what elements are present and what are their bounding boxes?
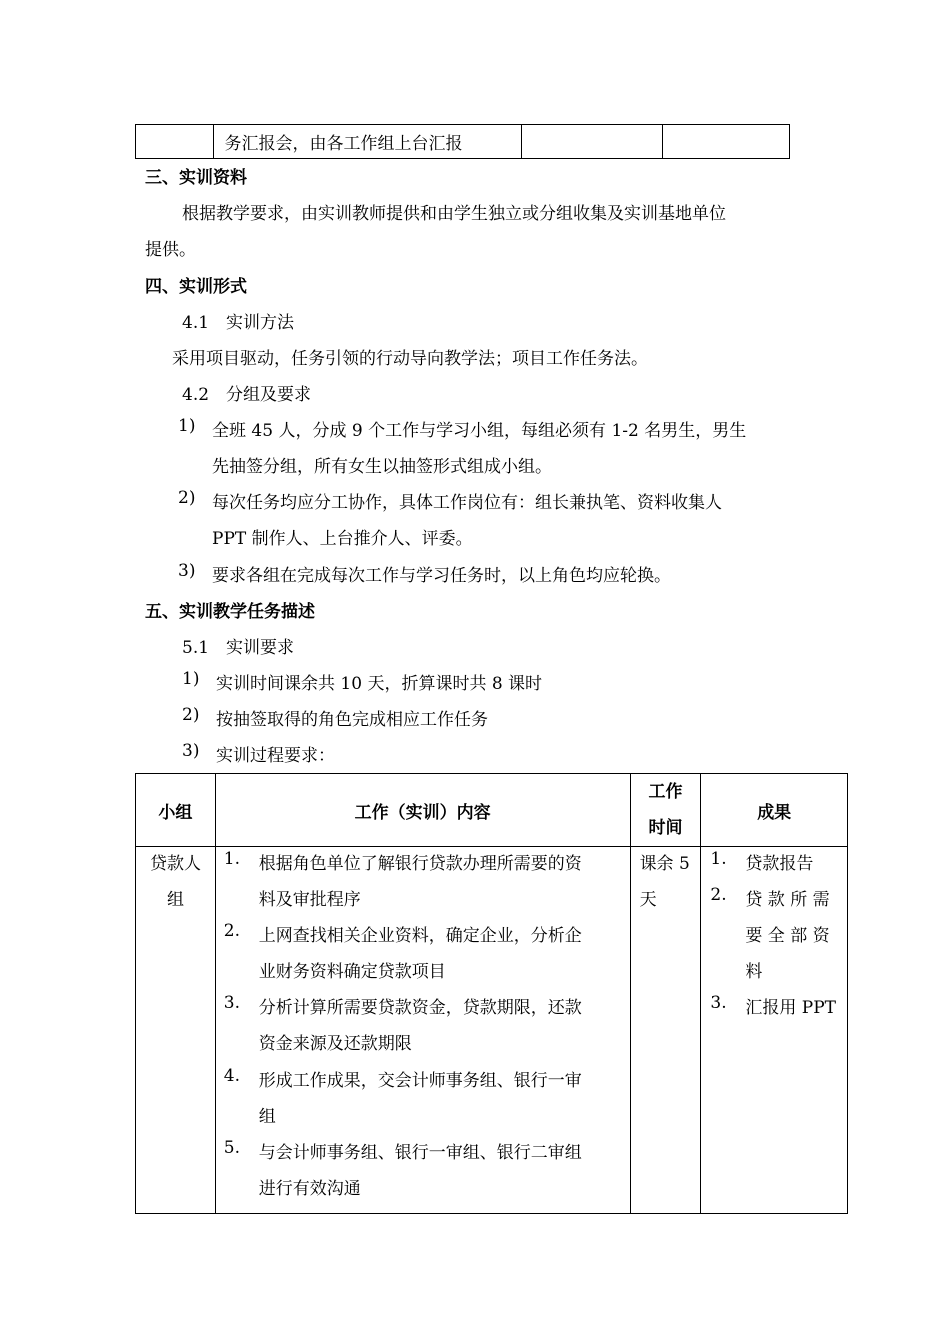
table-header-row — [136, 774, 848, 847]
header-time-line: 时间 — [648, 818, 683, 838]
time-value: 天 — [639, 890, 657, 910]
list-item: 实训过程要求： — [216, 746, 335, 766]
paragraph-line: 采用项目驱动，任务引领的行动导向教学法；项目工作任务法。 — [172, 349, 648, 369]
table-cell: 务汇报会，由各工作组上台汇报 — [214, 125, 522, 159]
list-item: 按抽签取得的角色完成相应工作任务 — [216, 710, 488, 730]
result-line: 汇报用 PPT — [745, 998, 837, 1018]
content-line: 业财务资料确定贷款项目 — [258, 962, 446, 982]
header-content: 工作（实训）内容 — [215, 774, 630, 847]
section-heading: 四、实训形式 — [145, 277, 247, 297]
paragraph-line: 提供。 — [145, 240, 196, 260]
content-line: 上网查找相关企业资料，确定企业，分析企 — [258, 926, 582, 946]
content-line: 组 — [258, 1107, 276, 1127]
item-number: 5. — [223, 1138, 241, 1158]
list-item: PPT 制作人、上台推介人、评委。 — [212, 529, 473, 549]
content-line: 形成工作成果，交会计师事务组、银行一审 — [258, 1071, 582, 1091]
item-number: 1. — [710, 849, 727, 869]
content-line: 资金来源及还款期限 — [258, 1034, 412, 1054]
list-number: 1) — [182, 669, 200, 689]
list-number: 2) — [182, 705, 200, 725]
group-name: 贷款人 — [150, 854, 201, 874]
list-item: 全班 45 人，分成 9 个工作与学习小组，每组必须有 1-2 名男生，男生 — [212, 421, 747, 441]
paragraph-line: 根据教学要求，由实训教师提供和由学生独立或分组收集及实训基地单位 — [182, 204, 726, 224]
content-line: 分析计算所需要贷款资金，贷款期限，还款 — [258, 998, 582, 1018]
item-number: 2. — [710, 885, 727, 905]
result-line: 要 全 部 资 — [745, 926, 830, 946]
table-row — [136, 125, 790, 159]
section-heading: 五、实训教学任务描述 — [145, 602, 315, 622]
list-number: 2) — [178, 488, 196, 508]
item-number: 2. — [223, 921, 241, 941]
list-item: 先抽签分组，所有女生以抽签形式组成小组。 — [212, 457, 552, 477]
result-line: 料 — [745, 962, 763, 982]
subheading: 4.2 分组及要求 — [182, 385, 312, 405]
content-line: 与会计师事务组、银行一审组、银行二审组 — [258, 1143, 582, 1163]
result-line: 贷款报告 — [745, 854, 814, 874]
group-name: 组 — [167, 890, 184, 910]
header-time — [630, 774, 701, 847]
table-cell — [663, 125, 790, 159]
header-group: 小组 — [136, 774, 216, 847]
list-item: 每次任务均应分工协作，具体工作岗位有：组长兼执笔、资料收集人 — [212, 493, 722, 513]
table-cell — [522, 125, 663, 159]
list-number: 3) — [178, 561, 196, 581]
content-line: 进行有效沟通 — [258, 1179, 361, 1199]
item-number: 1. — [223, 849, 241, 869]
list-item: 实训时间课余共 10 天，折算课时共 8 课时 — [216, 674, 543, 694]
subheading: 5.1 实训要求 — [182, 638, 295, 658]
content-line: 料及审批程序 — [258, 890, 361, 910]
header-result: 成果 — [701, 774, 848, 847]
item-number: 4. — [223, 1066, 241, 1086]
item-number: 3. — [223, 993, 241, 1013]
time-cell — [630, 847, 701, 1214]
list-number: 1) — [178, 416, 196, 436]
list-item: 要求各组在完成每次工作与学习任务时，以上角色均应轮换。 — [212, 566, 671, 586]
content-line: 根据角色单位了解银行贷款办理所需要的资 — [258, 854, 582, 874]
header-time-line: 工作 — [648, 782, 683, 802]
result-cell — [701, 847, 848, 1214]
main-table — [135, 773, 848, 1214]
content-cell — [215, 847, 630, 1214]
list-number: 3) — [182, 741, 200, 761]
result-line: 贷 款 所 需 — [745, 890, 830, 910]
subheading: 4.1 实训方法 — [182, 313, 295, 333]
table-row — [136, 847, 848, 1214]
group-cell — [136, 847, 216, 1214]
top-table — [135, 124, 790, 159]
item-number: 3. — [710, 993, 727, 1013]
table-cell — [136, 125, 214, 159]
time-value: 课余 5 — [639, 854, 690, 874]
section-heading: 三、实训资料 — [145, 168, 247, 188]
